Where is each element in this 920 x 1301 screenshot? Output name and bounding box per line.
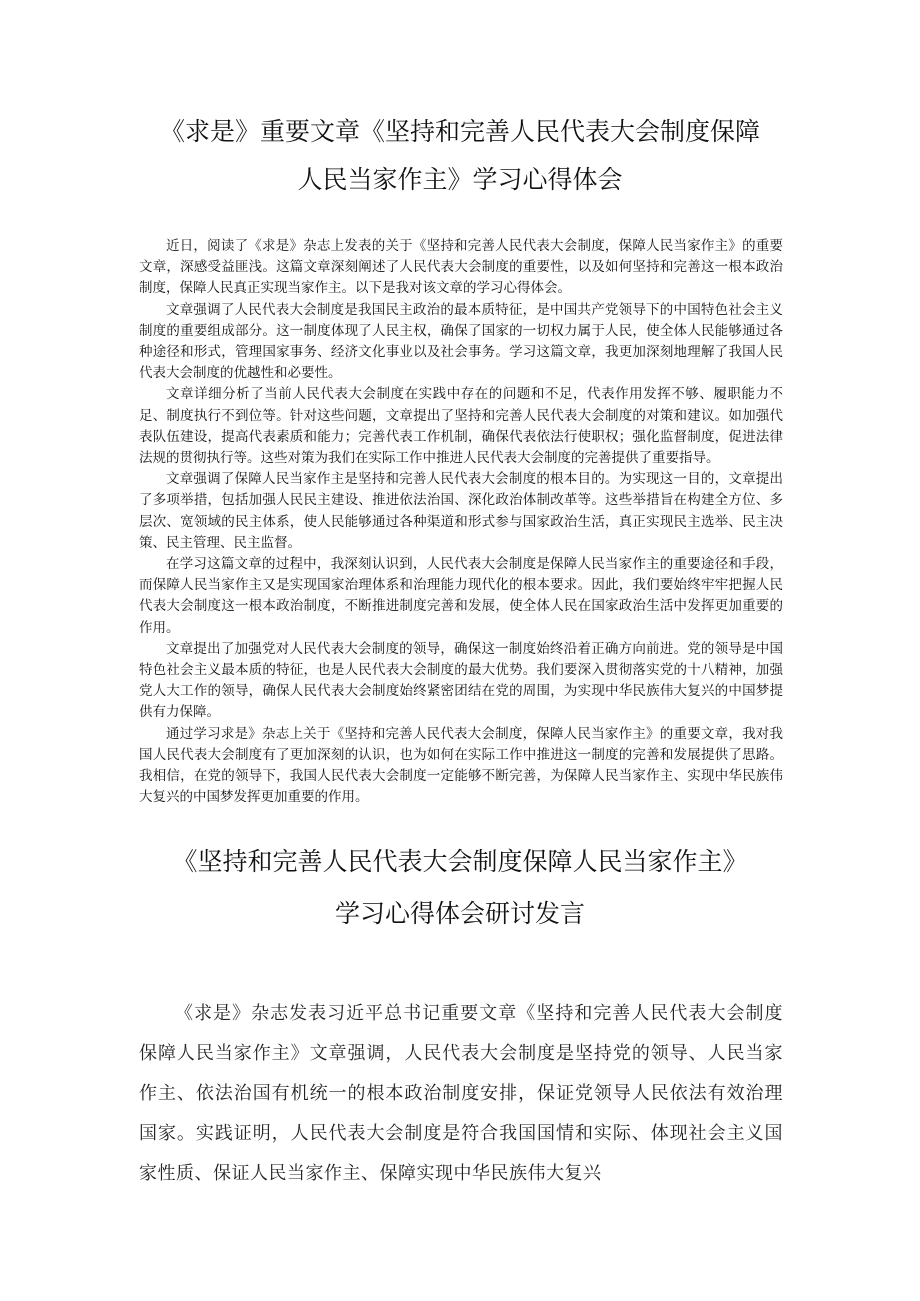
doc1-paragraph: 近日，阅读了《求是》杂志上发表的关于《坚持和完善人民代表大会制度，保障人民当家作主》的重要文章，深感受益匪浅。这篇文章深刻阐述了人民代表大会制度的重要性，以及如何坚持和完善这一根本政治制度，保障人民真正实现当家作主。以下是我对该文章的学习心得体会。 bbox=[139, 238, 783, 297]
doc1-paragraph: 在学习这篇文章的过程中，我深刻认识到，人民代表大会制度是保障人民当家作主的重要途径和手段，而保障人民当家作主又是实现国家治理体系和治理能力现代化的根本要求。因此，我们要始终牢牢把握人民代表大会制度这一根本政治制度，不断推进制度完善和发展，使全体人民在国家政治生活中发挥更加重要的作用。 bbox=[139, 556, 783, 636]
doc1-paragraph: 文章详细分析了当前人民代表大会制度在实践中存在的问题和不足，代表作用发挥不够、履职能力不足、制度执行不到位等。针对这些问题，文章提出了坚持和完善人民代表大会制度的对策和建议。如加强代表队伍建设，提高代表素质和能力；完善代表工作机制，确保代表依法行使职权；强化监督制度，促进法律法规的贯彻执行等。这些对策为我们在实际工作中推进人民代表大会制度的完善提供了重要指导。 bbox=[139, 386, 783, 467]
doc2-title-line2: 学习心得体会研讨发言 bbox=[334, 899, 585, 928]
doc1-paragraph: 文章强调了人民代表大会制度是我国民主政治的最本质特征，是中国共产党领导下的中国特色社会主义制度的重要组成部分。这一制度体现了人民主权，确保了国家的一切权力属于人民，使全体人民能够通过各种途径和形式，管理国家事务、经济文化事业以及社会事务。学习这篇文章，我更加深刻地理解了我国人民代表大会制度的优越性和必要性。 bbox=[139, 301, 783, 382]
doc1-paragraph: 文章提出了加强党对人民代表大会制度的领导，确保这一制度始终沿着正确方向前进。党的领导是中国特色社会主义最本质的特征，也是人民代表大会制度的最大优势。我们要深入贯彻落实党的十八精神，加强党人大工作的领导，确保人民代表大会制度始终紧密团结在党的周围，为实现中华民族伟大复兴的中国梦提供有力保障。 bbox=[139, 640, 783, 721]
doc1-title-line1: 《求是》重要文章《坚持和完善人民代表大会制度保障 bbox=[159, 117, 760, 146]
doc1-paragraph: 文章强调了保障人民当家作主是坚持和完善人民代表大会制度的根本目的。为实现这一目的，文章提出了多项举措，包括加强人民民主建设、推进依法治国、深化政治体制改革等。这些举措旨在构建全方位、多层次、宽领域的民主体系，使人民能够通过各种渠道和形式参与国家政治生活，真正实现民主选举、民主决策、民主管理、民主监督。 bbox=[139, 471, 783, 551]
doc2-paragraph: 《求是》杂志发表习近平总书记重要文章《坚持和完善人民代表大会制度保障人民当家作主》文章强调，人民代表大会制度是坚持党的领导、人民当家作主、依法治国有机统一的根本政治制度安排，保证党领导人民依法有效治理国家。实践证明，人民代表大会制度是符合我国国情和实际、体现社会主义国家性质、保证人民当家作主、保障实现中华民族伟大复兴 bbox=[139, 1003, 783, 1184]
doc2-title-line1: 《坚持和完善人民代表大会制度保障人民当家作主》 bbox=[172, 847, 748, 876]
doc1-paragraph: 通过学习求是》杂志上关于《坚持和完善人民代表大会制度，保障人民当家作主》的重要文章，我对我国人民代表大会制度有了更加深刻的认识，也为如何在实际工作中推进这一制度的完善和发展提供了思路。我相信，在党的领导下，我国人民代表大会制度一定能够不断完善，为保障人民当家作主、实现中华民族伟大复兴的中国梦发挥更加重要的作用。 bbox=[139, 725, 783, 806]
doc1-body bbox=[139, 236, 783, 808]
doc2-body bbox=[139, 994, 783, 1194]
doc1-title-line2: 人民当家作主》学习心得体会 bbox=[297, 165, 623, 194]
